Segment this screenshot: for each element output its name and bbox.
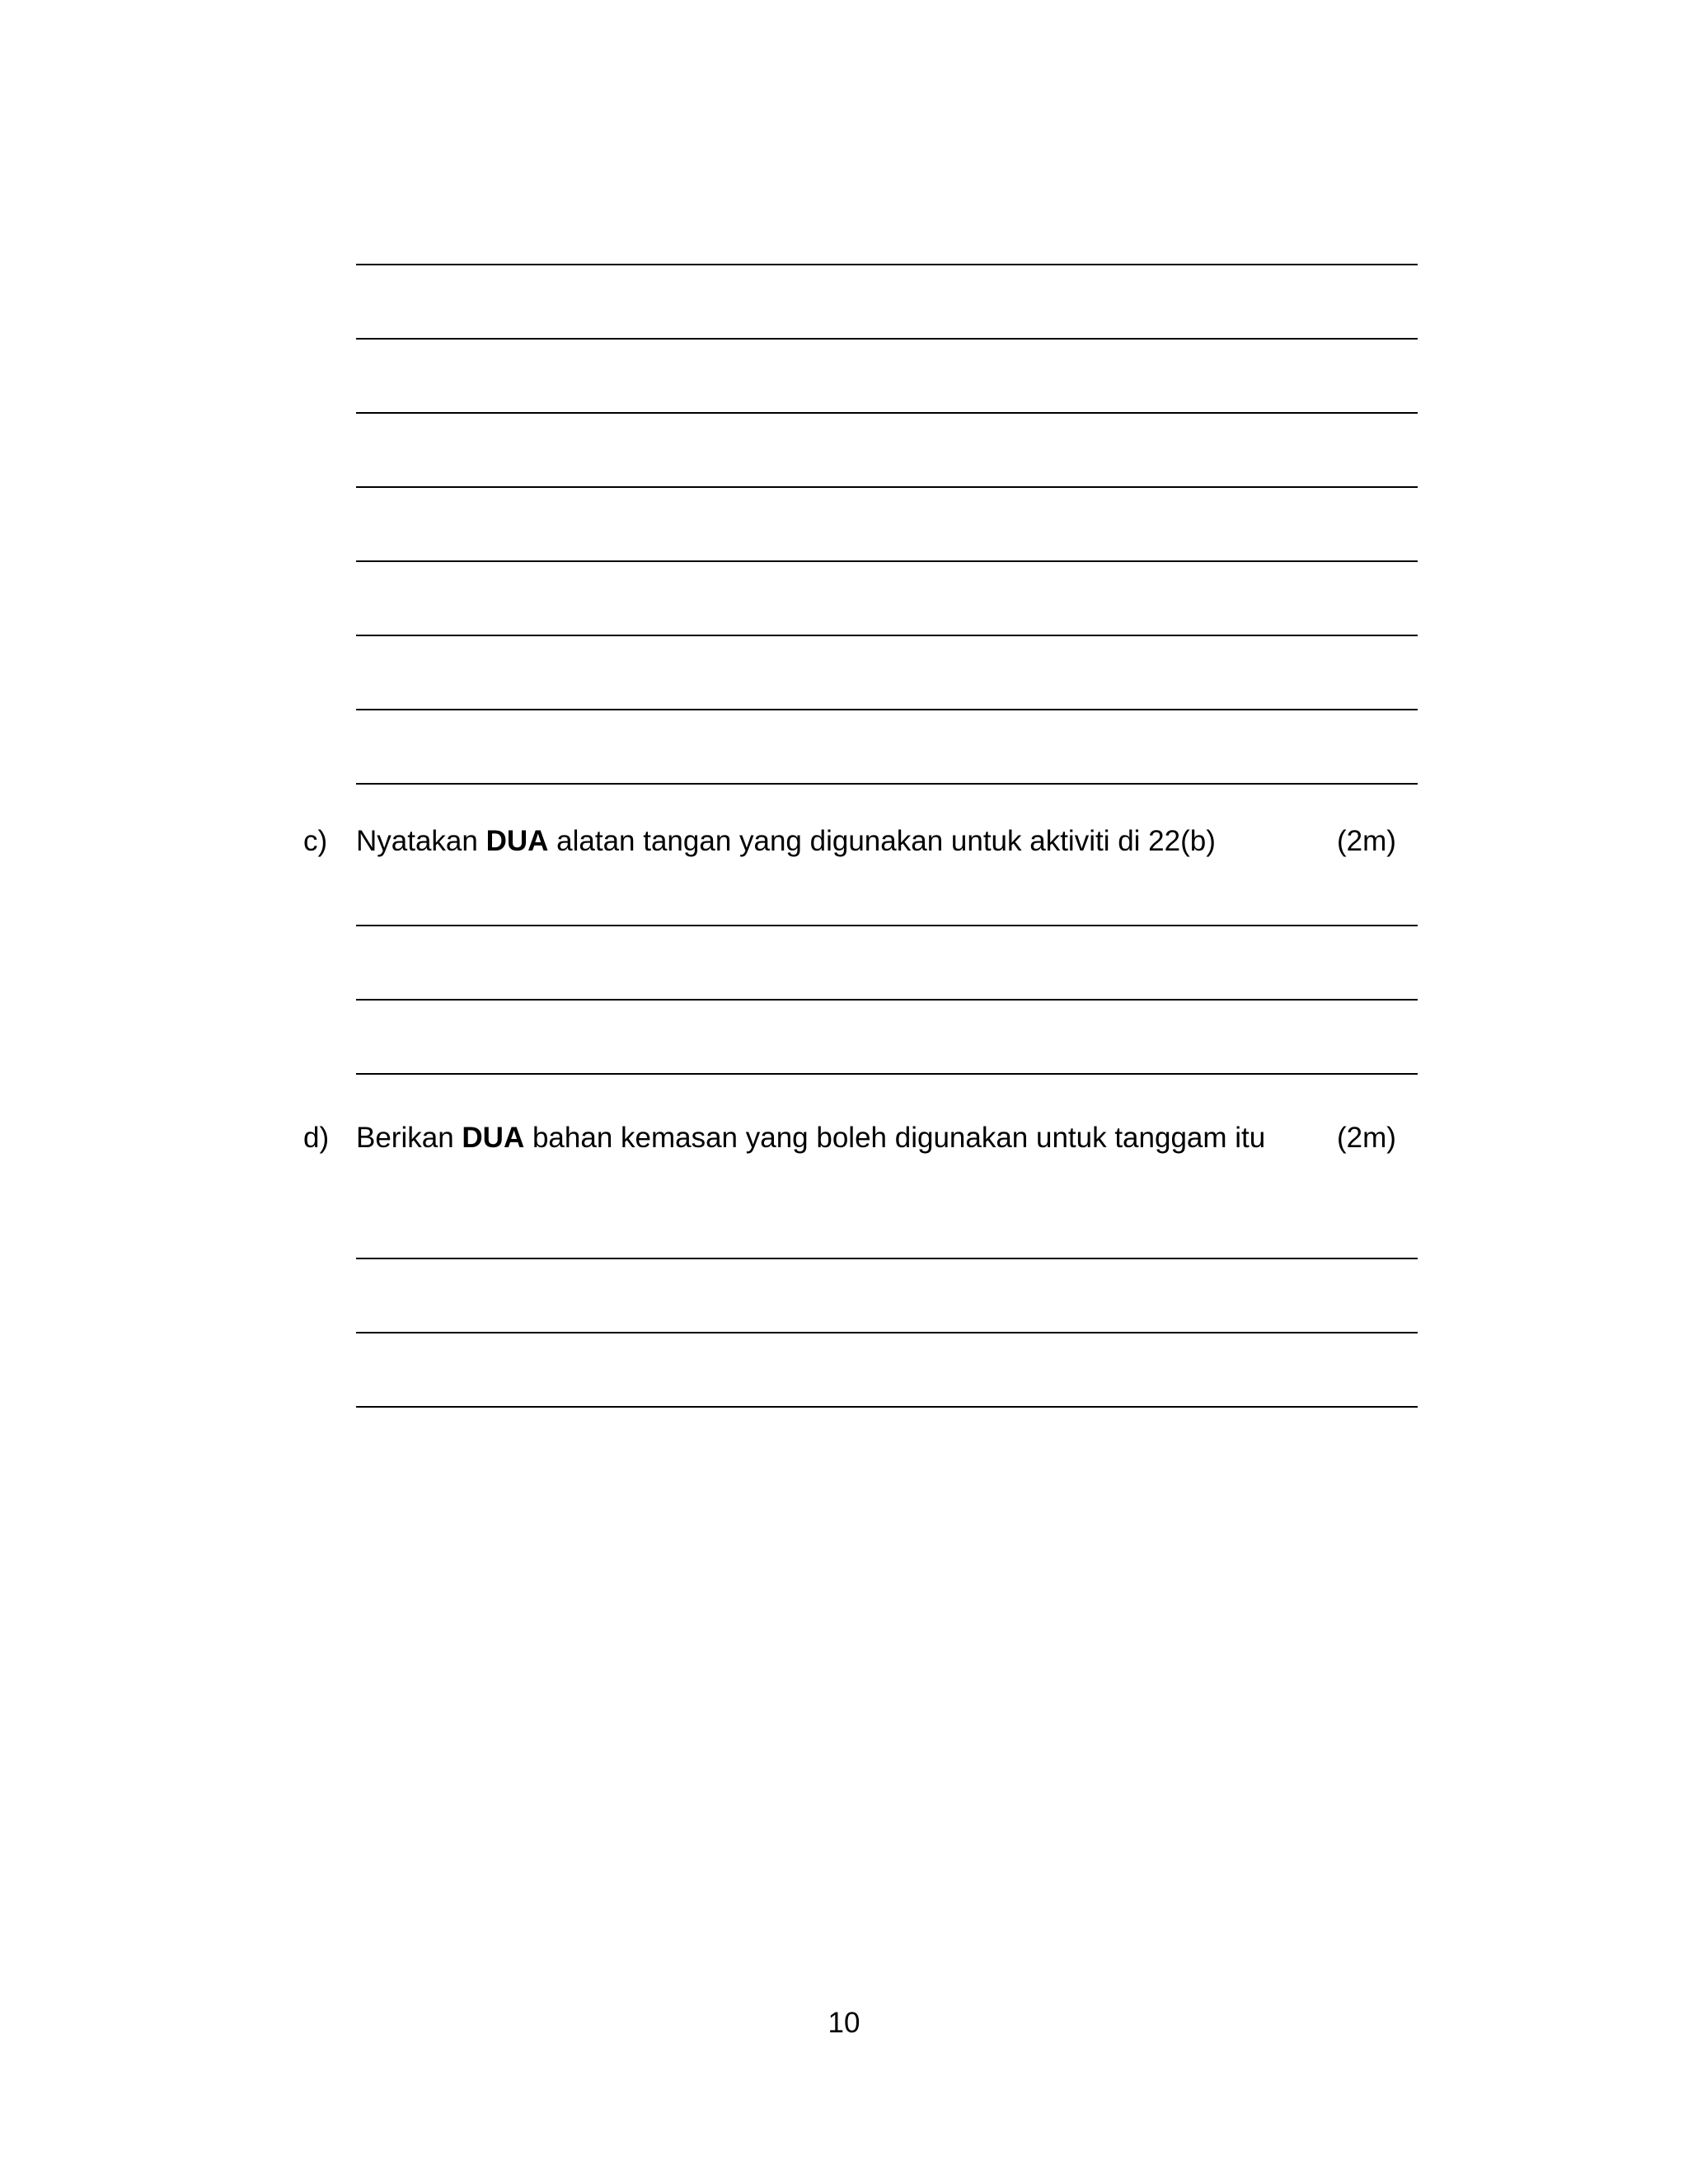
question-d-emphasis: DUA [462,1122,525,1154]
answer-line [356,1258,1418,1259]
answer-line [356,709,1418,710]
question-c-text [356,825,1216,858]
answer-line [356,338,1418,340]
answer-line [356,412,1418,414]
question-c-text-before: Nyatakan [356,825,486,857]
answer-line [356,925,1418,926]
question-d-text [356,1122,1265,1155]
answer-line [356,1332,1418,1333]
answer-line [356,1406,1418,1408]
question-d-marks: (2m) [1337,1122,1396,1154]
answer-line [356,783,1418,785]
answer-line [356,560,1418,562]
question-d-letter: d) [303,1122,330,1154]
question-d-text-after: bahan kemasan yang boleh digunakan untuk tanggam itu [524,1122,1266,1154]
answer-line [356,1073,1418,1075]
question-c-marks: (2m) [1337,825,1396,857]
question-c-letter: c) [303,825,328,857]
question-c-text-after: alatan tangan yang digunakan untuk aktiviti di 22(b) [548,825,1216,857]
question-c-emphasis: DUA [485,825,549,857]
answer-line [356,264,1418,265]
answer-line [356,635,1418,636]
question-d-text-before: Berikan [356,1122,462,1154]
page-number: 10 [828,2007,860,2039]
answer-line [356,486,1418,488]
answer-line [356,999,1418,1001]
